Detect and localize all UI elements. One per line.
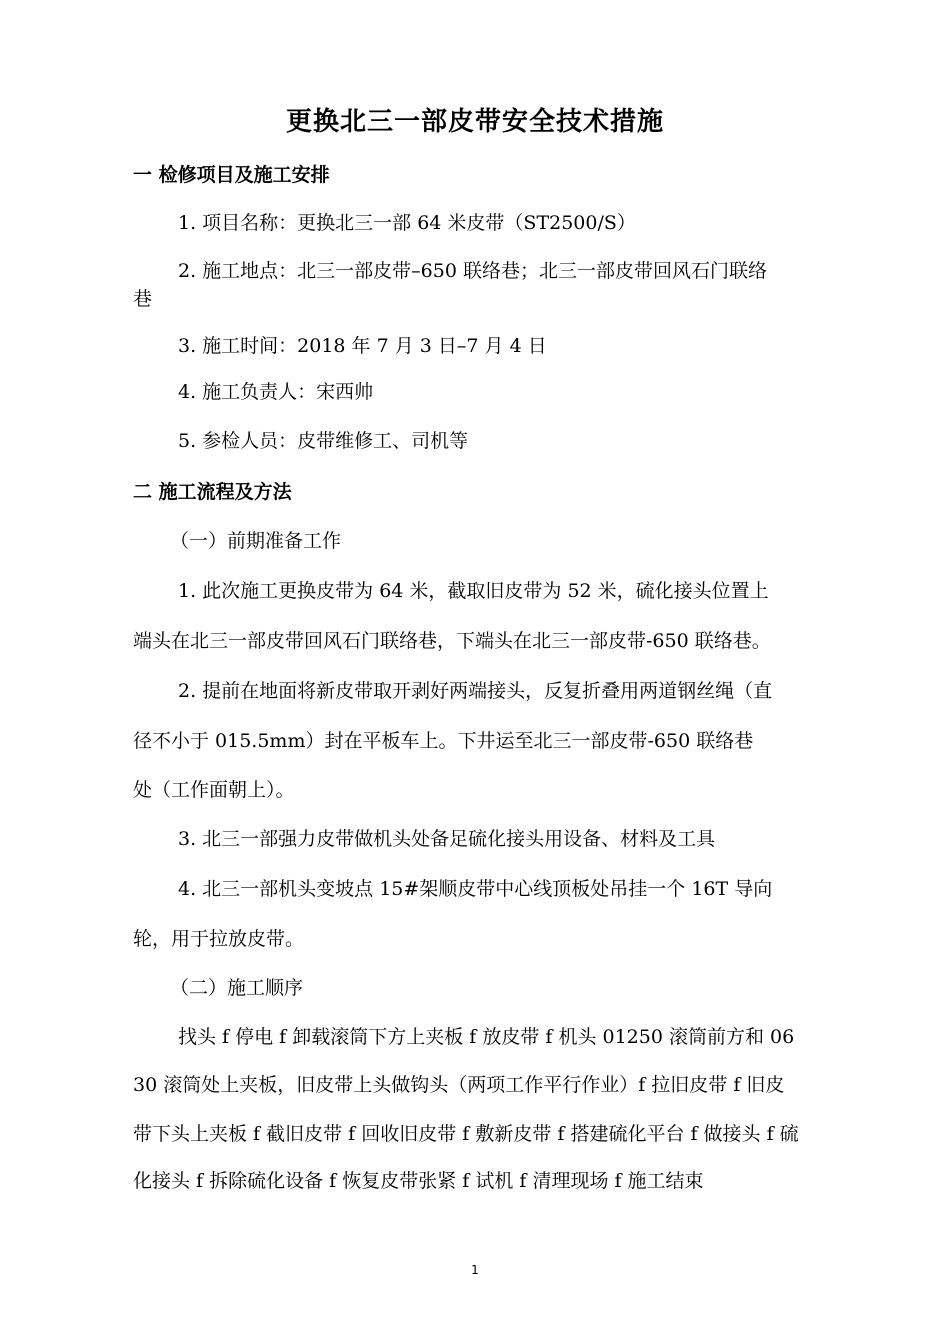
list-item-leader: 4. 施工负责人：宋西帅 — [178, 381, 374, 403]
page-number: 1 — [471, 1263, 479, 1277]
paragraph-4-line-2: 轮，用于拉放皮带。 — [133, 928, 305, 950]
document-title: 更换北三一部皮带安全技术措施 — [285, 107, 664, 137]
paragraph-1-line-2: 端头在北三一部皮带回风石门联络巷，下端头在北三一部皮带-650 联络巷。 — [133, 630, 771, 652]
paragraph-4-line-1: 4. 北三一部机头变坡点 15#架顺皮带中心线顶板处吊挂一个 16T 导向 — [178, 878, 773, 900]
paragraph-2-line-3: 处（工作面朝上）。 — [133, 779, 295, 801]
list-item-staff: 5. 参检人员：皮带维修工、司机等 — [178, 430, 469, 452]
list-item-time: 3. 施工时间：2018 年 7 月 3 日–7 月 4 日 — [178, 335, 547, 357]
subsection-heading-1: （一）前期准备工作 — [170, 530, 342, 552]
paragraph-2-line-2: 径不小于 015.5mm）封在平板车上。下井运至北三一部皮带-650 联络巷 — [133, 730, 754, 752]
list-item-location-cont: 巷 — [133, 288, 153, 310]
paragraph-1-line-1: 1. 此次施工更换皮带为 64 米，截取旧皮带为 52 米，硫化接头位置上 — [178, 580, 769, 602]
section-heading-1: 一 检修项目及施工安排 — [133, 164, 330, 186]
sequence-line-2: 30 滚筒处上夹板，旧皮带上头做钩头（两项工作平行作业）f 拉旧皮带 f 旧皮 — [133, 1074, 785, 1096]
subsection-heading-2: （二）施工顺序 — [170, 977, 304, 999]
paragraph-2-line-1: 2. 提前在地面将新皮带取开剥好两端接头，反复折叠用两道钢丝绳（直 — [178, 680, 773, 702]
sequence-line-1: 找头 f 停电 f 卸载滚筒下方上夹板 f 放皮带 f 机头 01250 滚筒前方和 06 — [178, 1026, 795, 1048]
paragraph-3: 3. 北三一部强力皮带做机头处备足硫化接头用设备、材料及工具 — [178, 828, 716, 850]
list-item-location: 2. 施工地点：北三一部皮带–650 联络巷；北三一部皮带回风石门联络 — [178, 260, 767, 282]
sequence-line-4: 化接头 f 拆除硫化设备 f 恢复皮带张紧 f 试机 f 清理现场 f 施工结束 — [133, 1170, 704, 1192]
sequence-line-3: 带下头上夹板 f 截旧皮带 f 回收旧皮带 f 敷新皮带 f 搭建硫化平台 f 做接头 f 硫 — [133, 1123, 799, 1145]
list-item-project-name: 1. 项目名称：更换北三一部 64 米皮带（ST2500/S） — [178, 212, 636, 234]
section-heading-2: 二 施工流程及方法 — [133, 481, 292, 503]
